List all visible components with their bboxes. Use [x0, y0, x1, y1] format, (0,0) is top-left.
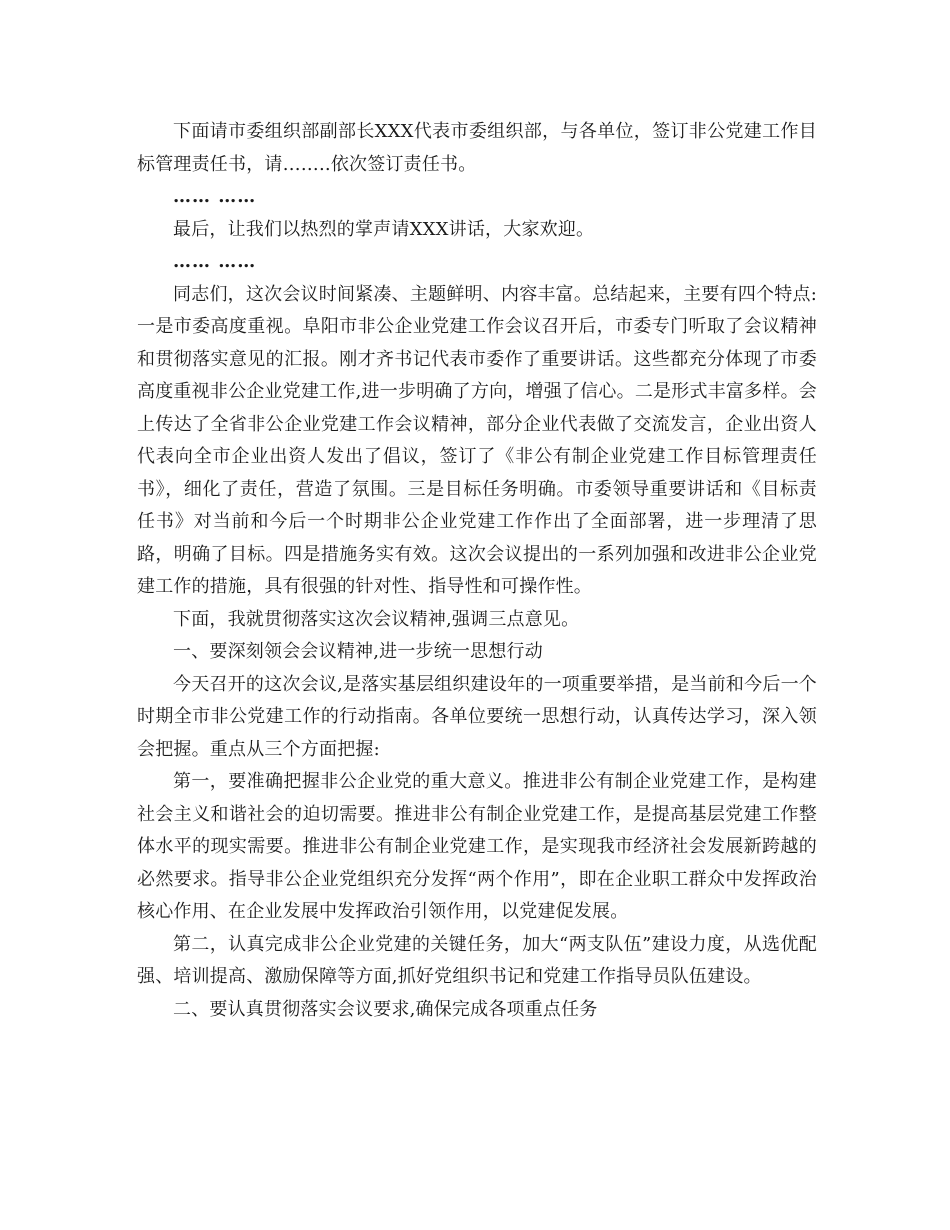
paragraph-point-one: 第一，要准确把握非公企业党的重大意义。推进非公有制企业党建工作，是构建社会主义和谐社会的迫切需要。推进非公有制企业党建工作，是提高基层党建工作整体水平的现实需要。推进非公有制企业党建工作，是实现我市经济社会发展新跨越的必然要求。指导非公企业党组织充分发挥“两个作用”，即在企业职工群众中发挥政治核心作用、在企业发展中发挥政治引领作用，以党建促发展。 — [137, 771, 817, 922]
ellipsis-separator: …… …… — [173, 251, 257, 272]
paragraph-three-points: 下面，我就贯彻落实这次会议精神,强调三点意见。 — [173, 608, 580, 630]
ellipsis-separator: …… …… — [173, 186, 257, 207]
paragraph-summary: 同志们，这次会议时间紧凑、主题鲜明、内容丰富。总结起来，主要有四个特点:一是市委高度重视。阜阳市非公企业党建工作会议召开后，市委专门听取了会议精神和贯彻落实意见的汇报。刚才齐书记代表市委作了重要讲话。这些都充分体现了市委高度重视非公企业党建工作,进一步明确了方向，增强了信心。二是形式丰富多样。会上传达了全省非公企业党建工作会议精神，部分企业代表做了交流发言，企业出资人代表向全市企业出资人发出了倡议，签订了《非公有制企业党建工作目标管理责任书》，细化了责任，营造了氛围。三是目标任务明确。市委领导重要讲话和《目标责任书》对当前和今后一个时期非公企业党建工作作出了全面部署，进一步理清了思路，明确了目标。四是措施务实有效。这次会议提出的一系列加强和改进非公企业党建工作的措施，具有很强的针对性、指导性和可操作性。 — [137, 283, 817, 597]
paragraph-meeting-guide: 今天召开的这次会议,是落实基层组织建设年的一项重要举措，是当前和今后一个时期全市非公党建工作的行动指南。各单位要统一思想行动，认真传达学习，深入领会把握。重点从三个方面把握: — [137, 673, 817, 760]
paragraph-invite-speech: 最后，让我们以热烈的掌声请XXX讲话，大家欢迎。 — [173, 218, 595, 240]
paragraph-signing: 下面请市委组织部副部长XXX代表市委组织部，与各单位，签订非公党建工作目标管理责任书，请……..依次签订责任书。 — [137, 121, 817, 175]
section-heading-two: 二、要认真贯彻落实会议要求,确保完成各项重点任务 — [173, 998, 598, 1020]
paragraph-point-two: 第二，认真完成非公企业党建的关键任务，加大“两支队伍”建设力度，从选优配强、培训提高、激励保障等方面,抓好党组织书记和党建工作指导员队伍建设。 — [137, 933, 817, 987]
section-heading-one: 一、要深刻领会会议精神,进一步统一思想行动 — [173, 641, 543, 662]
document-body — [137, 116, 817, 1026]
